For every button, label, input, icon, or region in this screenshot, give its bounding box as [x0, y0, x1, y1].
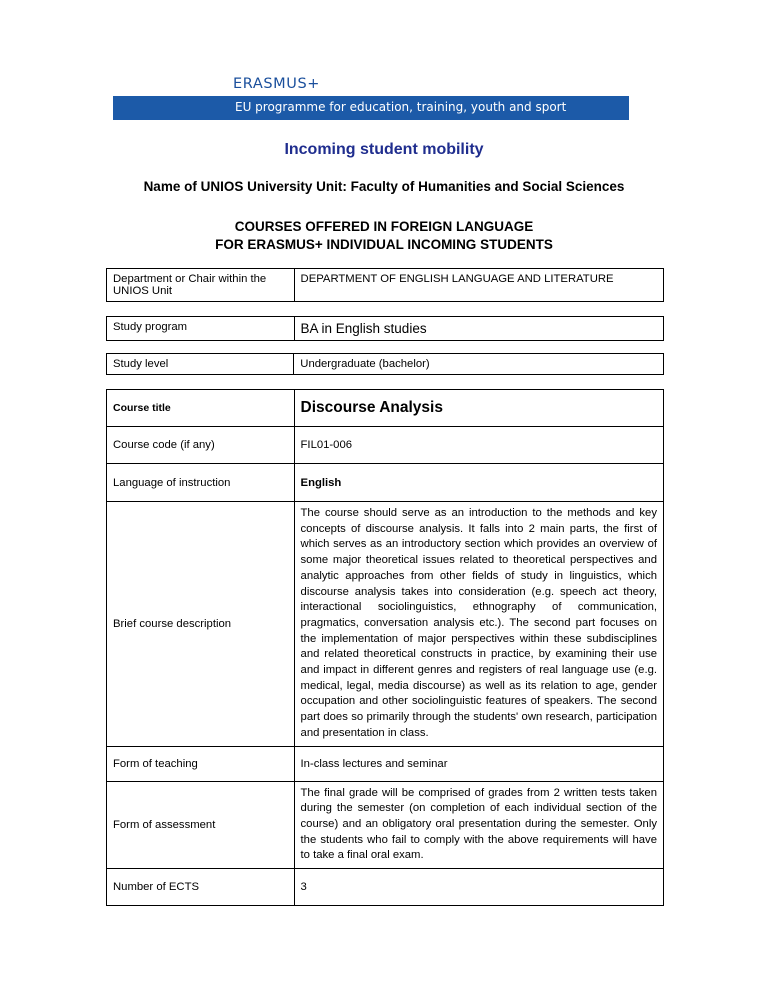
- program-name: ERASMUS+: [233, 76, 321, 92]
- course-title-value: Discourse Analysis: [294, 390, 663, 427]
- ects-label: Number of ECTS: [107, 869, 295, 906]
- courses-heading-line1: COURSES OFFERED IN FOREIGN LANGUAGE: [234, 219, 534, 234]
- table-row: [107, 781, 664, 869]
- level-value: Undergraduate (bachelor): [294, 354, 664, 375]
- description-value: The course should serve as an introduction to the methods and key concepts of discourse analysis. It falls into 2 main parts, the first of which serves as an introductory section which provides an overview of some major theoretical issues related to theoretical perspectives and analytic approaches from other fields of study in linguistics, which discourse analysis takes into consideration (e.g. speech act theory, interactional sociolinguistics, ethnography of communication, pragmatics, conversation analysis etc.). The second part focuses on the implementation of major perspectives within these subdisciplines and related theoretical constructs in practice, by examining their use and impact in different genres and registers of real language use (e.g. medical, legal, media discourse) as well as its relation to age, gender occupation and other sociolinguistic features of speakers. The second part does so primarily through the students' own research, participation and presentation in class.: [294, 502, 663, 747]
- table-row: [107, 317, 664, 341]
- assessment-value: The final grade will be comprised of grades from 2 written tests taken during the semester (on completion of each individual section of the course) and an obligatory oral presentation during the semester. Only the students who fail to comply with the above requirements will have to take a final oral exam.: [294, 781, 663, 869]
- assessment-label: Form of assessment: [107, 781, 295, 869]
- unit-name: Name of UNIOS University Unit: Faculty of Humanities and Social Sciences: [143, 179, 625, 194]
- description-label: Brief course description: [107, 502, 295, 747]
- course-code-value: FIL01-006: [294, 427, 663, 464]
- table-row: [107, 746, 664, 781]
- department-label: Department or Chair within the UNIOS Unit: [107, 269, 295, 302]
- language-label: Language of instruction: [107, 464, 295, 502]
- document-title: Incoming student mobility: [284, 141, 484, 158]
- table-row: [107, 464, 664, 502]
- teaching-label: Form of teaching: [107, 746, 295, 781]
- table-row: [107, 869, 664, 906]
- course-title-label: Course title: [107, 390, 295, 427]
- level-table: [106, 353, 664, 375]
- program-banner: [113, 96, 629, 120]
- course-code-label: Course code (if any): [107, 427, 295, 464]
- program-value: BA in English studies: [294, 317, 664, 341]
- course-table: [106, 389, 664, 906]
- program-subtitle: EU programme for education, training, youth and sport: [235, 100, 567, 114]
- department-value: DEPARTMENT OF ENGLISH LANGUAGE AND LITERATURE: [294, 269, 663, 302]
- table-row: [107, 427, 664, 464]
- program-table: [106, 316, 664, 341]
- level-label: Study level: [107, 354, 294, 375]
- department-table: [106, 268, 664, 302]
- ects-value: 3: [294, 869, 663, 906]
- courses-heading-line2: FOR ERASMUS+ INDIVIDUAL INCOMING STUDENTS: [215, 237, 553, 252]
- program-label: Study program: [107, 317, 295, 341]
- table-row: [107, 269, 664, 302]
- courses-heading: [0, 218, 768, 254]
- language-value: English: [294, 464, 663, 502]
- table-row: [107, 502, 664, 747]
- table-row: [107, 390, 664, 427]
- table-row: [107, 354, 664, 375]
- teaching-value: In-class lectures and seminar: [294, 746, 663, 781]
